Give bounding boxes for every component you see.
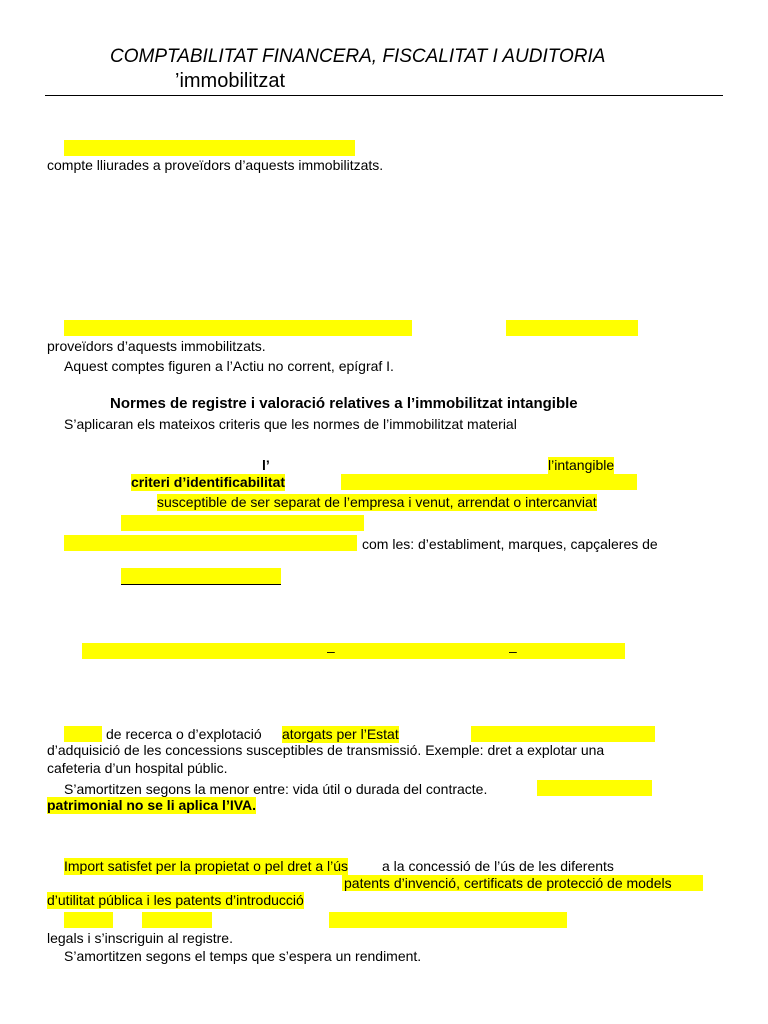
body-text-line: S’aplicaran els mateixos criteris que les normes de l’immobilitzat material	[64, 416, 517, 432]
highlighted-text: d’utilitat pública i les patents d’introducció	[47, 892, 304, 908]
body-text-line: de recerca o d’explotació	[106, 726, 262, 742]
dash-text: –	[327, 643, 335, 659]
highlight-bar	[329, 912, 567, 928]
underline-rule	[121, 584, 281, 585]
highlight-bar	[64, 535, 357, 551]
body-text-line: com les: d’establiment, marques, capçaleres de	[362, 536, 658, 552]
body-text-line: proveïdors d’aquests immobilitzats.	[47, 338, 266, 354]
highlighted-text: l’intangible	[548, 457, 615, 473]
highlight-bar	[64, 726, 102, 742]
highlighted-text: susceptible de ser separat de l’empresa i venut, arrendat o intercanviat	[157, 494, 597, 510]
highlight-bar	[121, 515, 364, 531]
body-text-line: patents d’invenció, certificats de protecció de models	[344, 875, 672, 891]
header-rule	[45, 95, 723, 96]
highlighted-text: patrimonial no se li aplica l’IVA.	[47, 797, 257, 813]
body-text-line: a la concessió de l’ús de les diferents	[382, 858, 614, 874]
body-text-line: cafeteria d’un hospital públic.	[47, 760, 228, 776]
highlight-bar	[121, 568, 281, 584]
dash-text: –	[509, 643, 517, 659]
section-heading: Normes de registre i valoració relatives a l’immobilitzat intangible	[110, 395, 578, 412]
highlighted-text: criteri d’identificabilitat	[131, 474, 286, 490]
body-text-line: legals i s’inscriguin al registre.	[47, 930, 233, 946]
highlight-bar	[64, 140, 355, 156]
highlight-bar	[506, 320, 638, 336]
highlighted-text: atorgats per l’Estat	[282, 726, 399, 742]
text-fragment: l’	[262, 457, 270, 473]
highlight-bar	[537, 780, 652, 796]
highlight-bar	[471, 726, 655, 742]
highlight-bar	[64, 320, 412, 336]
body-text-line: d’adquisició de les concessions susceptibles de transmissió. Exemple: dret a explotar una	[47, 742, 605, 758]
highlight-bar	[64, 912, 113, 928]
highlighted-text: Import satisfet per la propietat o pel dret a l’ús	[64, 858, 349, 874]
document-header-title: COMPTABILITAT FINANCERA, FISCALITAT I AUDITORIA	[110, 46, 606, 67]
highlight-bar	[82, 643, 625, 659]
highlight-bar	[142, 912, 212, 928]
document-header-subtitle: ’immobilitzat	[175, 70, 286, 92]
body-text-line: S’amortitzen segons el temps que s’espera un rendiment.	[64, 948, 422, 964]
highlight-bar	[341, 474, 637, 490]
body-text-line: Aquest comptes figuren a l’Actiu no corrent, epígraf I.	[64, 358, 394, 374]
body-text-line: compte lliurades a proveïdors d’aquests immobilitzats.	[47, 157, 384, 173]
body-text-line: S’amortitzen segons la menor entre: vida útil o durada del contracte.	[64, 781, 488, 797]
